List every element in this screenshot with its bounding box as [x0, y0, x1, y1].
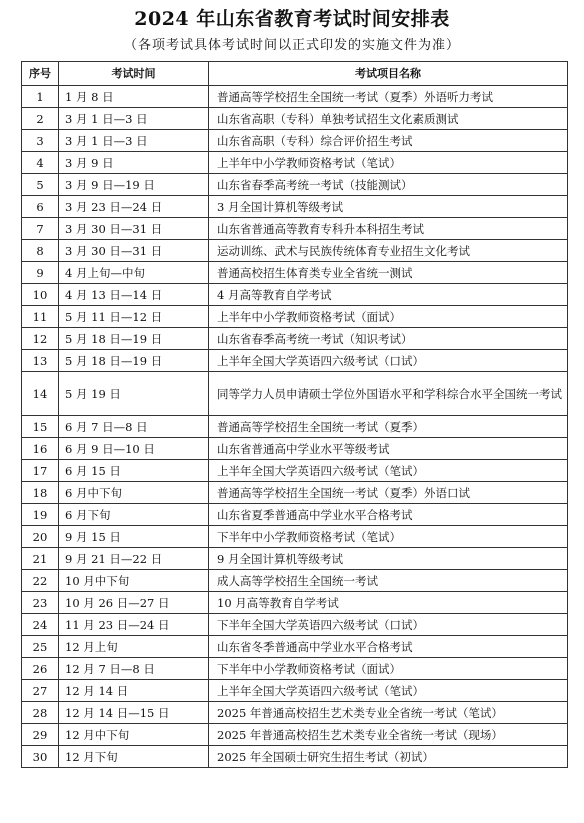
table-row — [22, 306, 568, 328]
row-exam-name: 山东省普通高等教育专科升本科招生考试 — [209, 218, 568, 240]
row-exam-date: 6 月 7 日—8 日 — [59, 416, 209, 438]
row-exam-name: 下半年全国大学英语四六级考试（口试） — [209, 614, 568, 636]
row-exam-date: 5 月 18 日—19 日 — [59, 328, 209, 350]
row-number: 7 — [22, 218, 59, 240]
table-row — [22, 130, 568, 152]
row-exam-date: 10 月 26 日—27 日 — [59, 592, 209, 614]
row-exam-date: 12 月 14 日 — [59, 680, 209, 702]
table-row — [22, 218, 568, 240]
row-number: 29 — [22, 724, 59, 746]
table-row — [22, 438, 568, 460]
row-number: 28 — [22, 702, 59, 724]
row-exam-date: 12 月 14 日—15 日 — [59, 702, 209, 724]
table-row — [22, 284, 568, 306]
row-exam-name: 普通高等学校招生全国统一考试（夏季）外语听力考试 — [209, 86, 568, 108]
row-number: 5 — [22, 174, 59, 196]
header-date: 考试时间 — [59, 62, 209, 86]
row-exam-date: 9 月 15 日 — [59, 526, 209, 548]
row-number: 23 — [22, 592, 59, 614]
row-exam-date: 3 月 1 日—3 日 — [59, 130, 209, 152]
table-row — [22, 86, 568, 108]
row-number: 18 — [22, 482, 59, 504]
table-row — [22, 240, 568, 262]
table-row — [22, 680, 568, 702]
row-exam-name: 4 月高等教育自学考试 — [209, 284, 568, 306]
table-row — [22, 328, 568, 350]
table-row — [22, 614, 568, 636]
row-exam-date: 12 月下旬 — [59, 746, 209, 768]
row-exam-date: 3 月 9 日—19 日 — [59, 174, 209, 196]
table-row — [22, 570, 568, 592]
row-exam-date: 1 月 8 日 — [59, 86, 209, 108]
row-exam-name: 山东省夏季普通高中学业水平合格考试 — [209, 504, 568, 526]
row-number: 24 — [22, 614, 59, 636]
row-number: 27 — [22, 680, 59, 702]
row-number: 11 — [22, 306, 59, 328]
row-exam-date: 12 月中下旬 — [59, 724, 209, 746]
table-header-row — [22, 62, 568, 86]
row-number: 12 — [22, 328, 59, 350]
row-number: 6 — [22, 196, 59, 218]
row-number: 1 — [22, 86, 59, 108]
row-exam-name: 同等学力人员申请硕士学位外国语水平和学科综合水平全国统一考试 — [209, 372, 568, 416]
row-exam-date: 9 月 21 日—22 日 — [59, 548, 209, 570]
row-number: 26 — [22, 658, 59, 680]
row-exam-date: 12 月 7 日—8 日 — [59, 658, 209, 680]
row-exam-date: 10 月中下旬 — [59, 570, 209, 592]
row-exam-name: 2025 年全国硕士研究生招生考试（初试） — [209, 746, 568, 768]
row-exam-name: 下半年中小学教师资格考试（笔试） — [209, 526, 568, 548]
row-exam-name: 山东省高职（专科）单独考试招生文化素质测试 — [209, 108, 568, 130]
page-subtitle: （各项考试具体考试时间以正式印发的实施文件为准） — [123, 38, 460, 53]
table-row — [22, 350, 568, 372]
table-row — [22, 416, 568, 438]
table-row — [22, 746, 568, 768]
row-exam-date: 11 月 23 日—24 日 — [59, 614, 209, 636]
table-row — [22, 526, 568, 548]
row-number: 19 — [22, 504, 59, 526]
row-exam-name: 9 月全国计算机等级考试 — [209, 548, 568, 570]
row-exam-date: 3 月 30 日—31 日 — [59, 240, 209, 262]
row-exam-name: 上半年中小学教师资格考试（面试） — [209, 306, 568, 328]
row-exam-name: 山东省高职（专科）综合评价招生考试 — [209, 130, 568, 152]
row-exam-date: 5 月 18 日—19 日 — [59, 350, 209, 372]
row-number: 10 — [22, 284, 59, 306]
table-row — [22, 372, 568, 416]
table-row — [22, 152, 568, 174]
row-exam-name: 普通高等学校招生全国统一考试（夏季） — [209, 416, 568, 438]
header-no: 序号 — [22, 62, 59, 86]
row-number: 9 — [22, 262, 59, 284]
header-name: 考试项目名称 — [209, 62, 568, 86]
row-exam-date: 3 月 9 日 — [59, 152, 209, 174]
row-number: 30 — [22, 746, 59, 768]
table-row — [22, 262, 568, 284]
page-title: 2024 年山东省教育考试时间安排表 — [134, 8, 450, 30]
table-row — [22, 460, 568, 482]
row-exam-name: 上半年全国大学英语四六级考试（笔试） — [209, 680, 568, 702]
row-exam-date: 3 月 1 日—3 日 — [59, 108, 209, 130]
row-number: 20 — [22, 526, 59, 548]
row-exam-name: 山东省冬季普通高中学业水平合格考试 — [209, 636, 568, 658]
exam-schedule-table — [21, 61, 568, 768]
row-exam-name: 下半年中小学教师资格考试（面试） — [209, 658, 568, 680]
row-exam-date: 12 月上旬 — [59, 636, 209, 658]
table-row — [22, 592, 568, 614]
row-exam-date: 6 月 9 日—10 日 — [59, 438, 209, 460]
row-exam-date: 6 月 15 日 — [59, 460, 209, 482]
row-number: 25 — [22, 636, 59, 658]
row-number: 4 — [22, 152, 59, 174]
row-exam-name: 山东省春季高考统一考试（知识考试） — [209, 328, 568, 350]
row-exam-date: 6 月下旬 — [59, 504, 209, 526]
row-number: 8 — [22, 240, 59, 262]
table-row — [22, 482, 568, 504]
row-exam-date: 6 月中下旬 — [59, 482, 209, 504]
row-exam-name: 2025 年普通高校招生艺术类专业全省统一考试（笔试） — [209, 702, 568, 724]
table-row — [22, 702, 568, 724]
table-row — [22, 174, 568, 196]
row-exam-name: 上半年中小学教师资格考试（笔试） — [209, 152, 568, 174]
table-row — [22, 108, 568, 130]
row-exam-date: 5 月 19 日 — [59, 372, 209, 416]
row-exam-name: 2025 年普通高校招生艺术类专业全省统一考试（现场） — [209, 724, 568, 746]
table-row — [22, 196, 568, 218]
table-row — [22, 548, 568, 570]
row-number: 16 — [22, 438, 59, 460]
row-exam-date: 4 月上旬—中旬 — [59, 262, 209, 284]
row-exam-date: 5 月 11 日—12 日 — [59, 306, 209, 328]
row-exam-name: 普通高等学校招生全国统一考试（夏季）外语口试 — [209, 482, 568, 504]
row-number: 15 — [22, 416, 59, 438]
row-exam-name: 3 月全国计算机等级考试 — [209, 196, 568, 218]
row-exam-name: 普通高校招生体育类专业全省统一测试 — [209, 262, 568, 284]
row-number: 3 — [22, 130, 59, 152]
row-exam-name: 山东省春季高考统一考试（技能测试） — [209, 174, 568, 196]
row-exam-date: 3 月 23 日—24 日 — [59, 196, 209, 218]
row-exam-name: 成人高等学校招生全国统一考试 — [209, 570, 568, 592]
table-row — [22, 636, 568, 658]
row-exam-name: 10 月高等教育自学考试 — [209, 592, 568, 614]
row-number: 13 — [22, 350, 59, 372]
row-number: 17 — [22, 460, 59, 482]
row-exam-name: 上半年全国大学英语四六级考试（口试） — [209, 350, 568, 372]
row-exam-name: 上半年全国大学英语四六级考试（笔试） — [209, 460, 568, 482]
row-number: 2 — [22, 108, 59, 130]
row-exam-date: 3 月 30 日—31 日 — [59, 218, 209, 240]
row-exam-name: 山东省普通高中学业水平等级考试 — [209, 438, 568, 460]
row-number: 22 — [22, 570, 59, 592]
row-number: 21 — [22, 548, 59, 570]
row-number: 14 — [22, 372, 59, 416]
table-row — [22, 504, 568, 526]
document — [0, 0, 584, 52]
table-row — [22, 658, 568, 680]
row-exam-date: 4 月 13 日—14 日 — [59, 284, 209, 306]
table-body — [22, 86, 568, 768]
row-exam-name: 运动训练、武术与民族传统体育专业招生文化考试 — [209, 240, 568, 262]
table-row — [22, 724, 568, 746]
